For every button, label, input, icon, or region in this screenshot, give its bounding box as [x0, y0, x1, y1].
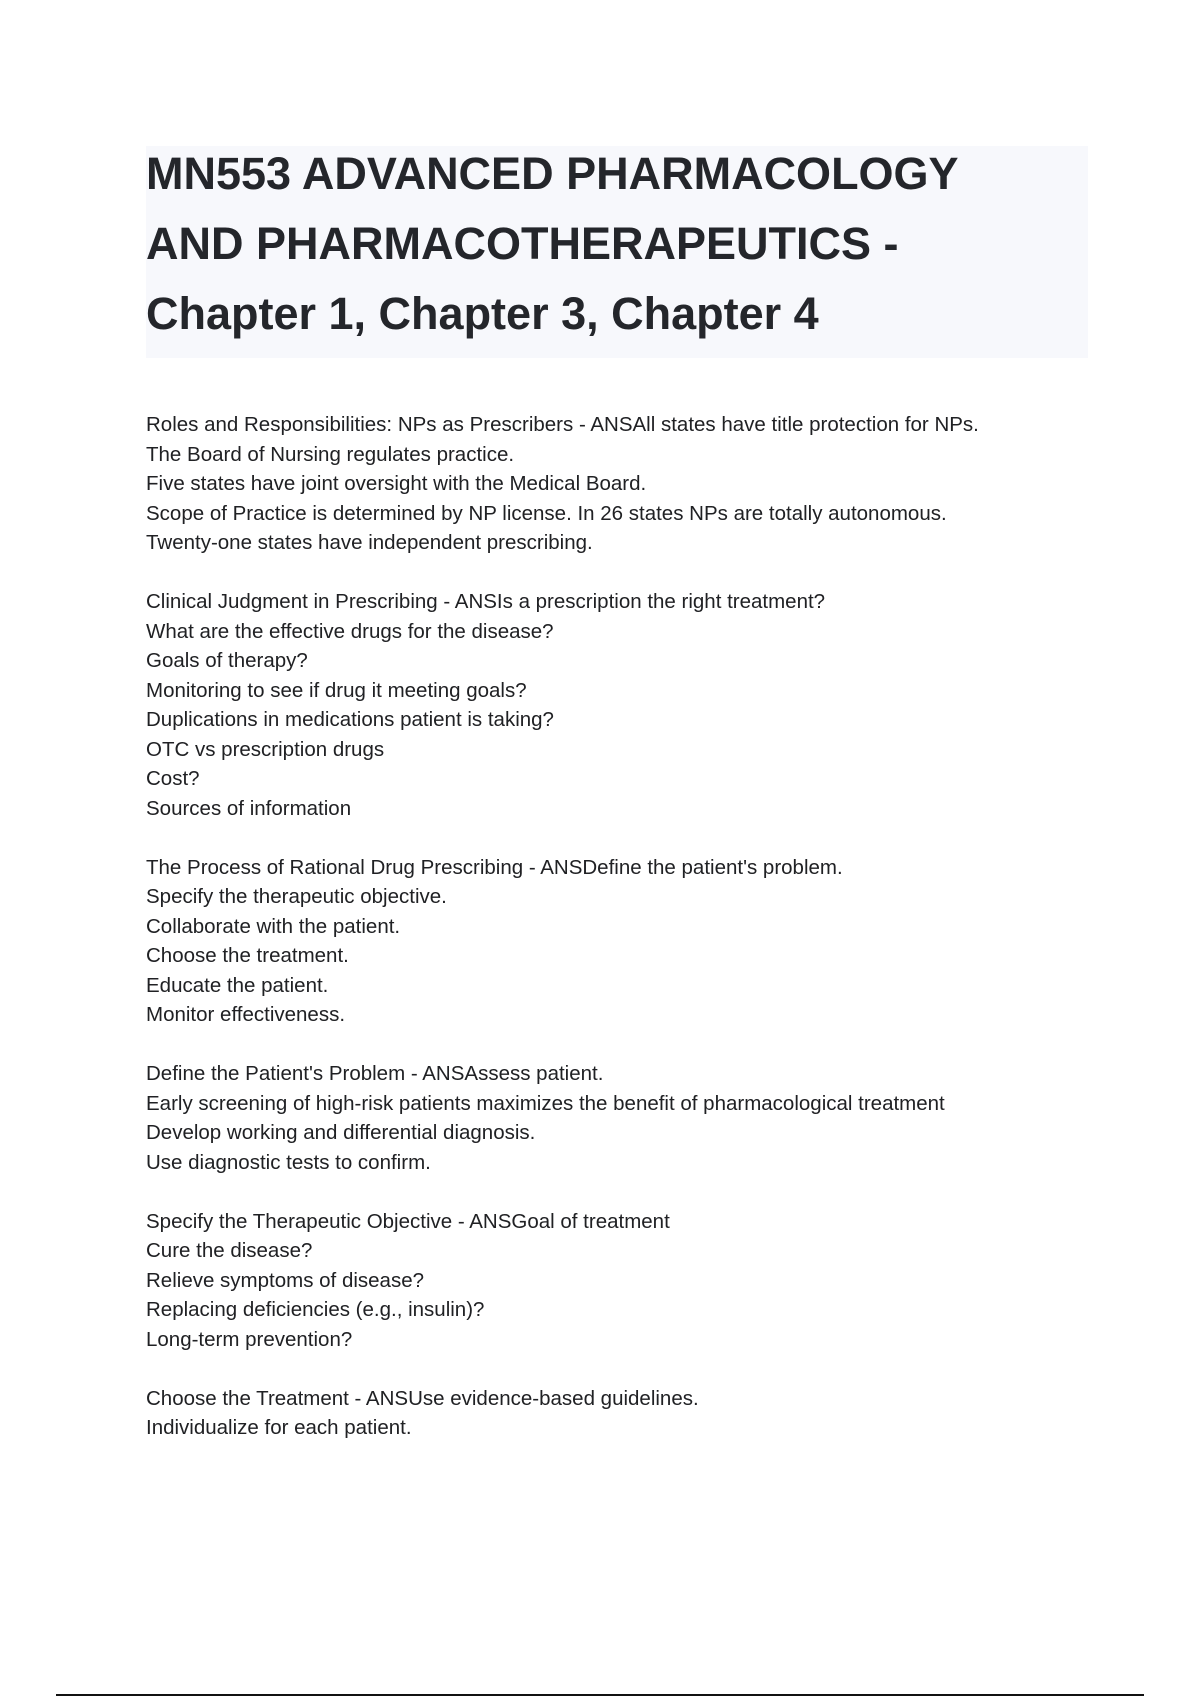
qa-answer-line: Collaborate with the patient.: [146, 914, 401, 938]
qa-answer-line: Sources of information: [146, 796, 352, 820]
qa-answer-line: Specify the therapeutic objective.: [146, 885, 447, 908]
qa-answer-line: Early screening of high-risk patients maximizes the benefit of pharmacological treatment: [146, 1091, 945, 1115]
document-body: [146, 410, 1106, 1472]
qa-question: Specify the Therapeutic Objective - ANSGoal of treatment: [146, 1209, 670, 1233]
qa-answer-line: Replacing deficiencies (e.g., insulin)?: [146, 1298, 485, 1321]
qa-question: Define the Patient's Problem - ANSAssess patient.: [146, 1062, 604, 1085]
qa-block-roles: [146, 410, 1106, 558]
qa-answer-line: Monitor effectiveness.: [146, 1003, 346, 1026]
qa-answer-line: Scope of Practice is determined by NP license. In 26 states NPs are totally autonomous.: [146, 501, 947, 525]
qa-answer-line: Choose the treatment.: [146, 944, 349, 967]
qa-answer-line: Use diagnostic tests to confirm.: [146, 1150, 431, 1174]
qa-answer-line: Cure the disease?: [146, 1239, 313, 1262]
qa-block-clinical-judgment: [146, 587, 1106, 823]
qa-answer-line: Educate the patient.: [146, 973, 329, 997]
qa-answer-line: Goals of therapy?: [146, 649, 308, 672]
document-title-line-3: Chapter 1, Chapter 3, Chapter 4: [146, 288, 819, 339]
qa-answer-line: What are the effective drugs for the disease?: [146, 619, 554, 643]
page-bottom-divider: [56, 1694, 1144, 1696]
qa-block-define-problem: [146, 1059, 1106, 1177]
qa-answer-line: Relieve symptoms of disease?: [146, 1268, 425, 1292]
qa-question: Clinical Judgment in Prescribing - ANSIs a prescription the right treatment?: [146, 590, 826, 613]
qa-block-choose-treatment: [146, 1384, 1106, 1443]
qa-answer-line: Develop working and differential diagnosis.: [146, 1121, 536, 1144]
qa-question: Choose the Treatment - ANSUse evidence-based guidelines.: [146, 1386, 699, 1410]
qa-answer-line: The Board of Nursing regulates practice.: [146, 442, 515, 466]
qa-question: Roles and Responsibilities: NPs as Prescribers - ANSAll states have title protection for NPs.: [146, 413, 979, 436]
qa-block-rational-prescribing: [146, 853, 1106, 1030]
qa-answer-line: Long-term prevention?: [146, 1327, 353, 1351]
qa-answer-line: Duplications in medications patient is taking?: [146, 708, 554, 731]
qa-answer-line: OTC vs prescription drugs: [146, 737, 385, 761]
qa-answer-line: Individualize for each patient.: [146, 1416, 412, 1439]
qa-question: The Process of Rational Drug Prescribing - ANSDefine the patient's problem.: [146, 855, 843, 879]
document-title-line-2: AND PHARMACOTHERAPEUTICS -: [146, 218, 899, 269]
qa-answer-line: Twenty-one states have independent prescribing.: [146, 531, 593, 554]
document-title-line-1: MN553 ADVANCED PHARMACOLOGY: [146, 148, 959, 199]
qa-answer-line: Cost?: [146, 767, 200, 790]
qa-answer-line: Monitoring to see if drug it meeting goals?: [146, 678, 527, 702]
qa-block-therapeutic-objective: [146, 1207, 1106, 1355]
qa-answer-line: Five states have joint oversight with the Medical Board.: [146, 472, 647, 495]
